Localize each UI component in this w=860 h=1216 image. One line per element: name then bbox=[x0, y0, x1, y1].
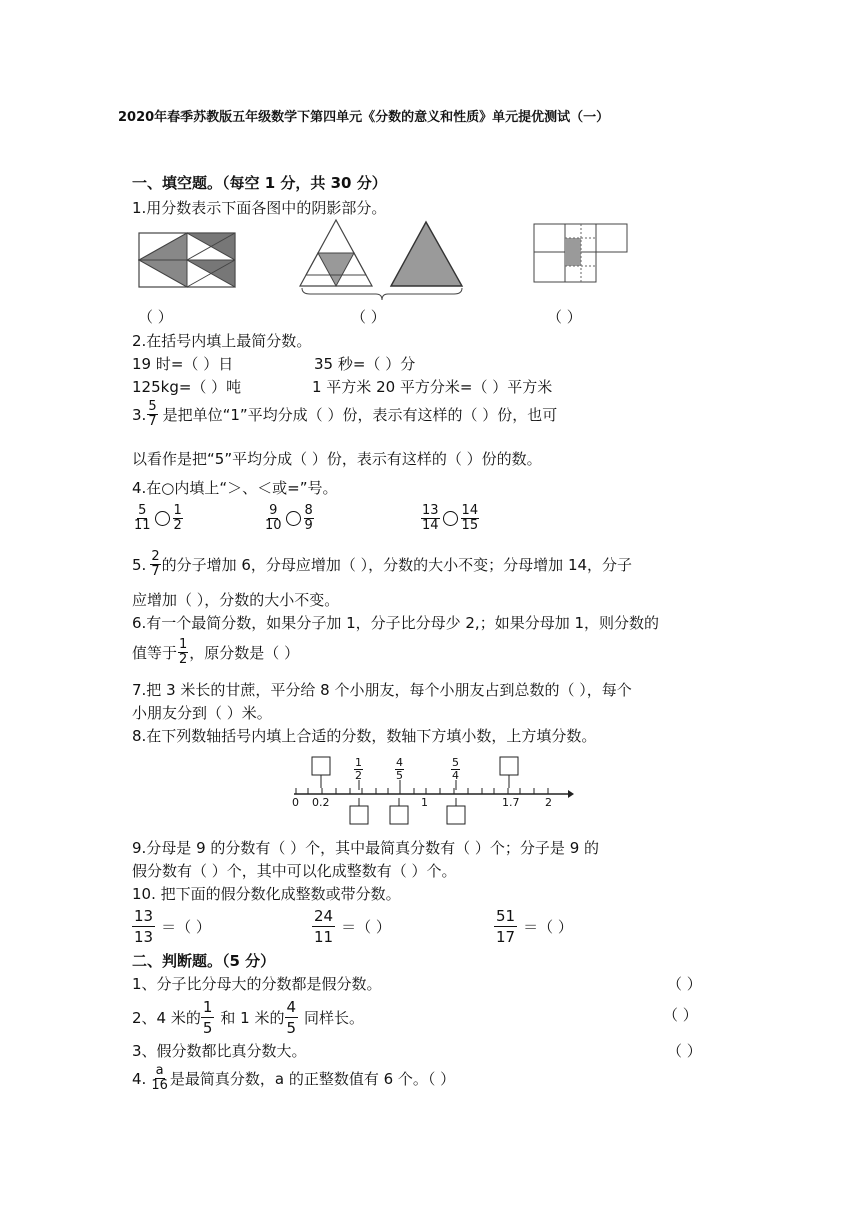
q3-denominator: 7 bbox=[148, 414, 157, 429]
q10-i2-rest: ＝（ ） bbox=[341, 917, 391, 936]
q6-line-1: 6.有一个最简分数，如果分子加 1，分子比分母少 2,；如果分母加 1，则分数的 bbox=[132, 614, 660, 632]
nl-label-1: 1 bbox=[421, 796, 428, 809]
q2-d: 1 平方米 20 平方分米=（ ）平方米 bbox=[312, 378, 553, 396]
q4-p3-a-num: 13 bbox=[422, 503, 439, 518]
q4-p1-b-den: 2 bbox=[173, 518, 182, 533]
q5-line-2: 应增加（ ），分数的大小不变。 bbox=[132, 591, 340, 609]
q10-item-3 bbox=[494, 906, 573, 947]
nl-label-1-7: 1.7 bbox=[502, 796, 520, 809]
nl-label-0-2: 0.2 bbox=[312, 796, 330, 809]
q5-text-1: 的分子增加 6，分母应增加（ ），分数的大小不变；分母增加 14，分子 bbox=[161, 555, 633, 574]
q2-b: 35 秒=（ ）分 bbox=[314, 355, 416, 373]
nl-frac-2 bbox=[394, 757, 405, 782]
j2-num-2: 4 bbox=[286, 998, 297, 1016]
nl-frac-1 bbox=[353, 757, 364, 782]
q10-i3-den: 17 bbox=[496, 928, 516, 946]
q10-i3-num: 51 bbox=[496, 907, 516, 925]
figure-rectangle bbox=[138, 232, 238, 290]
j2-text-c: 同样长。 bbox=[304, 1008, 365, 1027]
nl-frac-3-den: 4 bbox=[452, 769, 459, 782]
j4-prefix: 4. bbox=[132, 1069, 147, 1088]
j2-line bbox=[132, 997, 364, 1038]
q4-pair-1 bbox=[132, 504, 184, 533]
q4-p3-a-den: 14 bbox=[422, 518, 439, 533]
j2-den-1: 5 bbox=[202, 1019, 213, 1037]
q5-denominator: 7 bbox=[151, 564, 160, 579]
nl-frac-1-num: 1 bbox=[355, 756, 362, 769]
j4-numerator: a bbox=[155, 1063, 164, 1078]
q4-pair-2 bbox=[263, 504, 315, 533]
section-1-heading: 一、填空题。（每空 1 分，共 30 分） bbox=[132, 174, 387, 192]
q2-text: 2.在括号内填上最简分数。 bbox=[132, 332, 312, 350]
page-title: 2020年春季苏教版五年级数学下第四单元《分数的意义和性质》单元提优测试（一） bbox=[118, 110, 610, 125]
q6-text-b: ，原分数是（ ） bbox=[189, 643, 300, 662]
j2-num-1: 1 bbox=[202, 998, 213, 1016]
q1-text: 1.用分数表示下面各图中的阴影部分。 bbox=[132, 199, 387, 217]
q1-blank-1[interactable]: （ ） bbox=[138, 308, 173, 326]
q5-line-1 bbox=[132, 550, 632, 579]
q7-line-1: 7.把 3 米长的甘蔗，平分给 8 个小朋友，每个小朋友占到总数的（ ），每个 bbox=[132, 681, 632, 699]
q4-p2-b-num: 8 bbox=[304, 503, 313, 518]
q7-line-2: 小朋友分到（ ）米。 bbox=[132, 704, 272, 722]
q3-numerator: 5 bbox=[148, 399, 157, 414]
figure-grid bbox=[532, 222, 632, 286]
q4-p2-a-num: 9 bbox=[269, 503, 278, 518]
j1-blank[interactable]: （ ） bbox=[667, 975, 702, 993]
q4-p1-a-den: 11 bbox=[134, 518, 151, 533]
q10-i2-den: 11 bbox=[314, 928, 334, 946]
q6-denominator: 2 bbox=[179, 652, 188, 667]
nl-frac-3-num: 5 bbox=[452, 756, 459, 769]
q4-p3-b-den: 15 bbox=[461, 518, 479, 533]
j2-blank[interactable]: （ ） bbox=[663, 1006, 698, 1024]
q2-a: 19 时=（ ）日 bbox=[132, 355, 234, 373]
number-line bbox=[284, 754, 574, 828]
q9-line-2: 假分数有（ ）个，其中可以化成整数有（ ）个。 bbox=[132, 862, 457, 880]
q10-item-1 bbox=[132, 906, 211, 947]
q4-p3-b-num: 14 bbox=[461, 503, 479, 518]
q6-text-a: 值等于 bbox=[132, 643, 178, 662]
q4-p2-b-den: 9 bbox=[304, 518, 313, 533]
q8-text: 8.在下列数轴括号内填上合适的分数，数轴下方填小数，上方填分数。 bbox=[132, 727, 597, 745]
q4-p1-a-num: 5 bbox=[138, 503, 147, 518]
q10-i1-rest: ＝（ ） bbox=[161, 917, 211, 936]
q1-blank-3[interactable]: （ ） bbox=[547, 308, 582, 326]
q4-p2-a-den: 10 bbox=[265, 518, 282, 533]
q4-pair-3 bbox=[420, 504, 480, 533]
q10-text: 10. 把下面的假分数化成整数或带分数。 bbox=[132, 885, 401, 903]
j1-text: 1、分子比分母大的分数都是假分数。 bbox=[132, 975, 382, 993]
nl-label-2: 2 bbox=[545, 796, 552, 809]
q6-numerator: 1 bbox=[179, 637, 188, 652]
j4-denominator: 16 bbox=[151, 1078, 168, 1093]
q10-i3-rest: ＝（ ） bbox=[523, 917, 573, 936]
j2-text-b: 和 1 米的 bbox=[220, 1008, 285, 1027]
q3-line-1 bbox=[132, 400, 557, 429]
q3-text-1: 是把单位“1”平均分成（ ）份，表示有这样的（ ）份，也可 bbox=[162, 405, 558, 424]
nl-frac-2-den: 5 bbox=[396, 769, 403, 782]
nl-label-0: 0 bbox=[292, 796, 299, 809]
section-2-heading: 二、判断题。（5 分） bbox=[132, 952, 276, 970]
q10-i2-num: 24 bbox=[314, 907, 334, 925]
q4-p1-b-num: 1 bbox=[173, 503, 182, 518]
compare-circle[interactable] bbox=[286, 511, 301, 526]
q4-text: 4.在○内填上“＞、＜或=”号。 bbox=[132, 479, 338, 497]
q2-c: 125kg=（ ）吨 bbox=[132, 378, 242, 396]
j2-text-a: 2、4 米的 bbox=[132, 1008, 201, 1027]
q3-prefix: 3. bbox=[132, 405, 147, 424]
compare-circle[interactable] bbox=[443, 511, 458, 526]
q10-i1-den: 13 bbox=[134, 928, 154, 946]
nl-frac-3 bbox=[450, 757, 461, 782]
j4-line bbox=[132, 1064, 455, 1093]
j3-text: 3、假分数都比真分数大。 bbox=[132, 1042, 307, 1060]
q3-line-2: 以看作是把“5”平均分成（ ）份，表示有这样的（ ）份的数。 bbox=[132, 450, 542, 468]
q3-fraction bbox=[147, 400, 157, 429]
q10-item-2 bbox=[312, 906, 391, 947]
compare-circle[interactable] bbox=[155, 511, 170, 526]
j4-text: 是最简真分数，a 的正整数值有 6 个。（ ） bbox=[169, 1069, 456, 1088]
figure-triangles bbox=[296, 214, 468, 300]
j3-blank[interactable]: （ ） bbox=[667, 1042, 702, 1060]
q9-line-1: 9.分母是 9 的分数有（ ）个，其中最简真分数有（ ）个；分子是 9 的 bbox=[132, 839, 600, 857]
q1-blank-2[interactable]: （ ） bbox=[351, 308, 386, 326]
q6-line-2 bbox=[132, 638, 299, 667]
q5-numerator: 2 bbox=[151, 549, 160, 564]
nl-frac-1-den: 2 bbox=[355, 769, 362, 782]
nl-frac-2-num: 4 bbox=[396, 756, 403, 769]
q10-i1-num: 13 bbox=[134, 907, 154, 925]
j2-den-2: 5 bbox=[286, 1019, 297, 1037]
q5-prefix: 5. bbox=[132, 555, 147, 574]
